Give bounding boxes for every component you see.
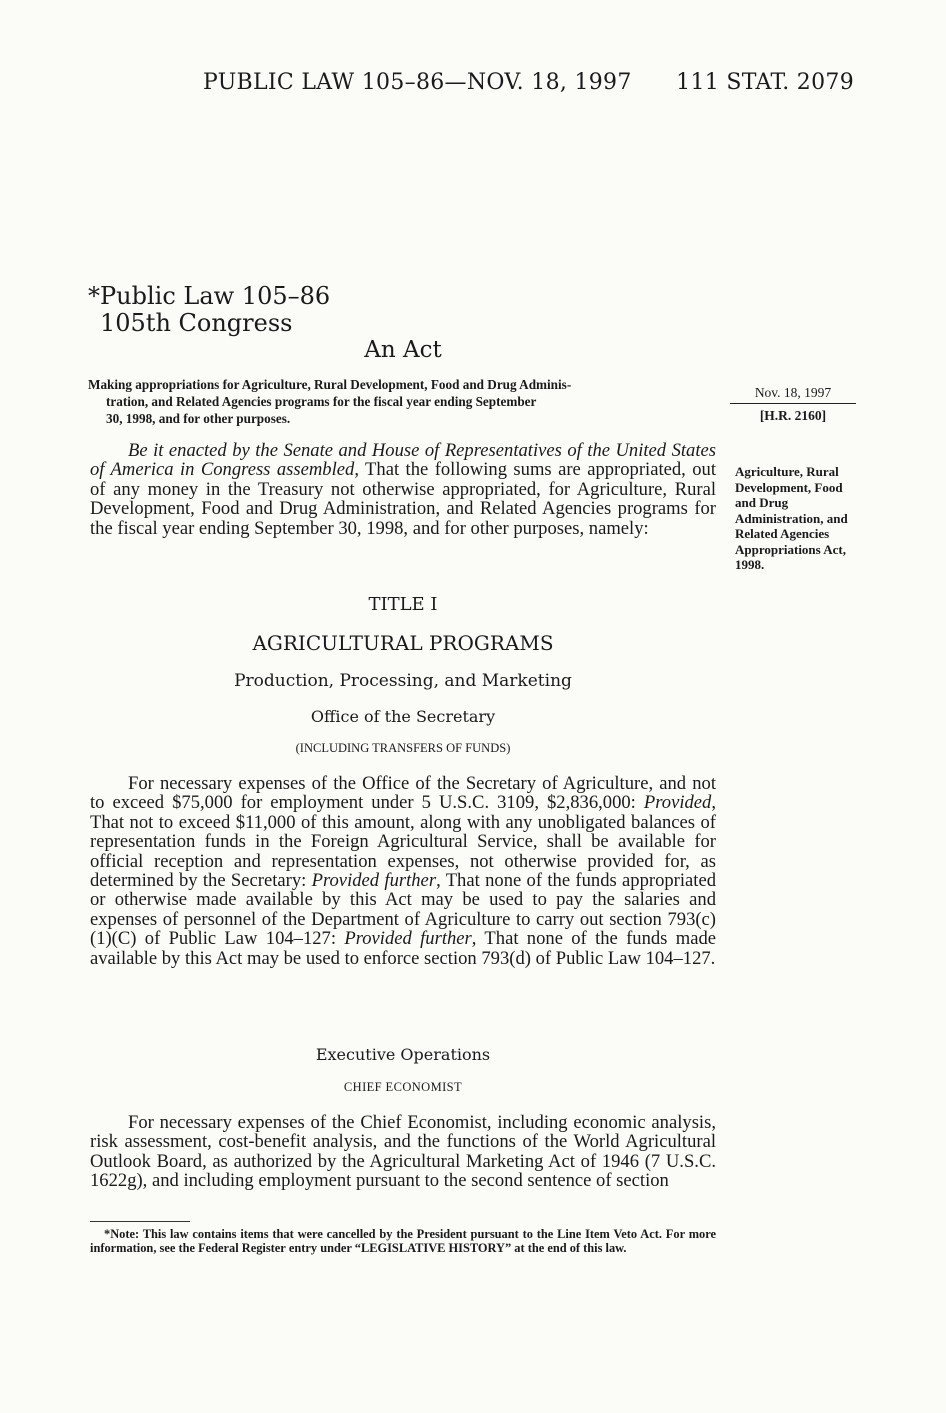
chief-economist-subheading: CHIEF ECONOMIST <box>343 1080 463 1094</box>
proviso-italic: Provided <box>643 792 712 814</box>
paragraph-text: , That not to exceed $11,000 of this amount, along with any unobligated balances of representation funds in the Foreign Agricultural Service, shall be available for official reception and representation expenses, not otherwise provided for, as determined by the Secretary: <box>90 792 716 892</box>
executive-operations-heading: Executive Operations <box>315 1045 491 1064</box>
paragraph-text: , That none of the funds appropriated or otherwise made available by this Act may be used to pay the salaries and expenses of personnel of the Department of Agriculture to carry out section 793(c)(1)(C) of Public Law 104–127: <box>90 870 717 950</box>
enacting-clause-italic: Be it enacted by the Senate and House of Representatives of the United States of America in Congress assembled <box>90 440 716 481</box>
enacting-clause-text: , That the following sums are appropriated, out of any money in the Treasury not otherwise appropriated, for Agriculture, Rural Development, Food and Drug Administration, and Related Agencies programs for the fiscal year ending September 30, 1998, and for other purposes, namely: <box>90 459 716 539</box>
bill-number: [H.R. 2160] <box>759 408 827 423</box>
title-heading: TITLE I <box>368 594 438 615</box>
secretary-paragraph <box>90 774 716 968</box>
agricultural-programs-heading: AGRICULTURAL PROGRAMS <box>252 631 554 655</box>
chief-economist-paragraph <box>90 1113 716 1191</box>
enactment-date: Nov. 18, 1997 <box>730 384 856 404</box>
margin-enactment-info <box>730 384 856 424</box>
running-header-left: PUBLIC LAW 105–86—NOV. 18, 1997 <box>203 70 632 95</box>
proviso-italic: Provided further <box>344 928 472 950</box>
public-law-number: *Public Law 105–86 <box>88 282 331 310</box>
law-title-block <box>88 283 330 337</box>
footnote-text: entry under “LEGISLATIVE HISTORY” at the end of this law. <box>285 1240 627 1255</box>
purpose-line: tration, and Related Agencies programs for the fiscal year ending September <box>106 394 537 409</box>
office-of-secretary-heading: Office of the Secretary <box>310 707 496 726</box>
running-header-page-number: 111 STAT. 2079 <box>676 70 854 95</box>
paragraph-text: For necessary expenses of the Chief Economist, including economic analysis, risk assessment, cost-benefit analysis, and the functions of the World Agricultural Outlook Board, as authorized by the Agricultural Marketing Act of 1946 (7 U.S.C. 1622g), and including employment pursuant to the second sentence of section <box>90 1112 716 1192</box>
congress-number: 105th Congress <box>100 309 293 337</box>
act-heading: An Act <box>364 337 442 363</box>
proviso-italic: Provided further <box>311 870 437 892</box>
transfers-subheading: (INCLUDING TRANSFERS OF FUNDS) <box>295 741 511 755</box>
footnote-text: *Note: This law contains items that were cancelled by the President pursuant to the Line Item Veto Act. For more information, see the <box>90 1227 716 1255</box>
purpose-statement <box>88 376 714 427</box>
purpose-line: 30, 1998, and for other purposes. <box>106 411 291 426</box>
purpose-line: Making appropriations for Agriculture, Rural Development, Food and Drug Adminis- <box>88 377 572 392</box>
footnote-divider <box>90 1221 190 1222</box>
footnote <box>90 1228 716 1255</box>
enacting-clause <box>90 441 716 538</box>
margin-short-title-note: Agriculture, Rural Development, Food and Drug Administration, and Related Agencies Appropriations Act, 1998. <box>735 464 848 572</box>
paragraph-text: , That none of the funds made available by this Act may be used to enforce section 793(d) of Public Law 104–127. <box>90 928 716 969</box>
footnote-bold: Federal Register <box>198 1240 286 1255</box>
production-heading: Production, Processing, and Marketing <box>234 671 572 691</box>
paragraph-text: For necessary expenses of the Office of the Secretary of Agriculture, and not to exceed $75,000 for employment under 5 U.S.C. 3109, $2,836,000: <box>90 773 716 814</box>
